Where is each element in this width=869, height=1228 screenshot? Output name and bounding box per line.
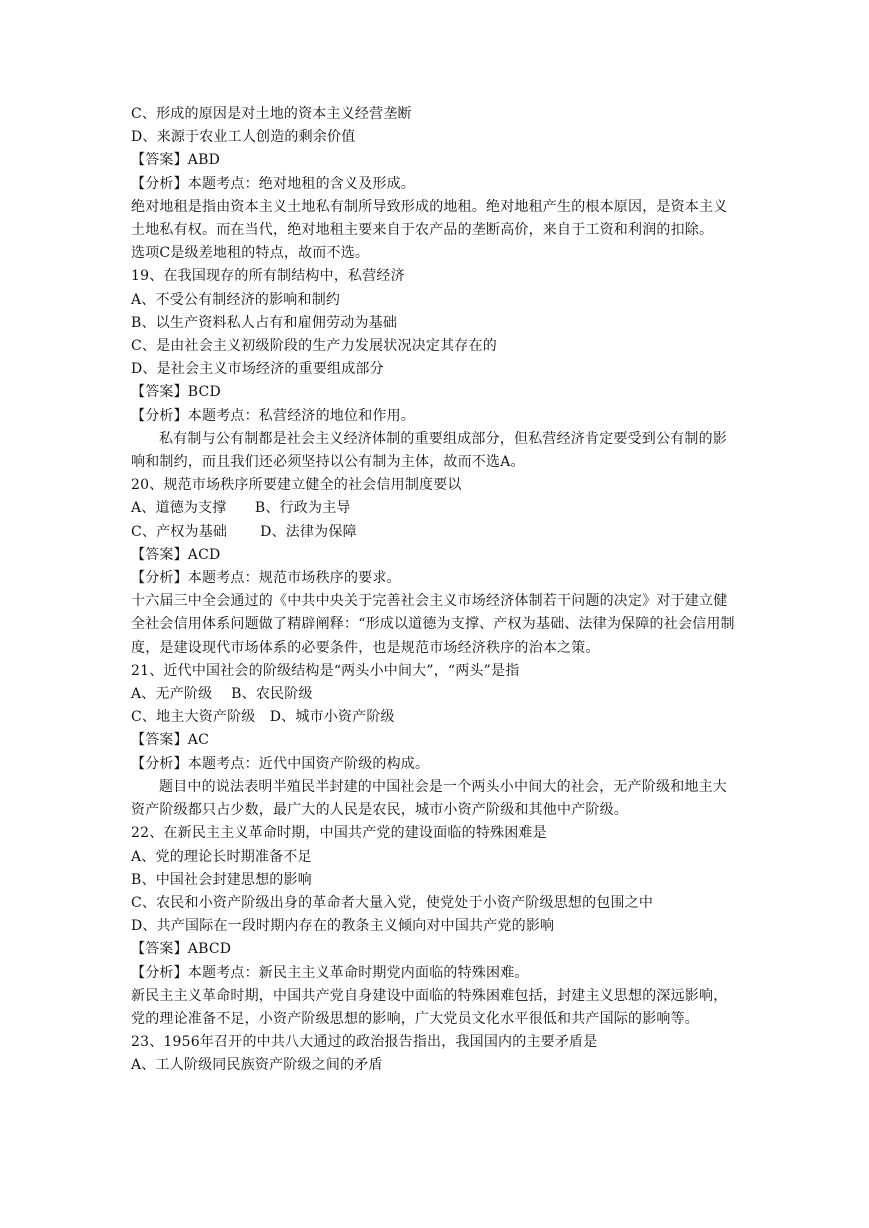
explanation-paragraph: 新民主主义革命时期，中国共产党自身建设中面临的特殊困难包括，封建主义思想的深远影响，党的理论准备不足，小资产阶级思想的影响，广大党员文化水平很低和共产国际的影响等。 (131, 987, 728, 1027)
analysis-line: 【分析】本题考点：私营经济的地位和作用。 (131, 407, 415, 424)
option-line: A、党的理论长时期准备不足 (131, 848, 312, 865)
analysis-line: 【分析】本题考点：绝对地租的含义及形成。 (131, 175, 415, 192)
option-line: D、来源于农业工人创造的剩余价值 (131, 129, 356, 146)
question-line: 22、在新民主主义革命时期，中国共产党的建设面临的特殊困难是 (131, 825, 547, 842)
answer-line: 【答案】BCD (131, 384, 221, 401)
explanation-paragraph: 选项C是级差地租的特点，故而不选。 (131, 245, 370, 262)
option-line: A、工人阶级同民族资产阶级之间的矛盾 (131, 1057, 383, 1074)
analysis-line: 【分析】本题考点：近代中国资产阶级的构成。 (131, 755, 430, 772)
analysis-line: 【分析】本题考点：规范市场秩序的要求。 (131, 570, 401, 587)
document-body (131, 103, 741, 1078)
answer-line: 【答案】ACD (131, 546, 221, 563)
question-line: 19、在我国现存的所有制结构中，私营经济 (131, 268, 405, 285)
option-line: C、地主大资产阶级 D、城市小资产阶级 (131, 709, 395, 726)
question-line: 21、近代中国社会的阶级结构是“两头小中间大”，“两头”是指 (131, 662, 520, 679)
explanation-paragraph: 题目中的说法表明半殖民半封建的中国社会是一个两头小中间大的社会，无产阶级和地主大资产阶级都只占少数，最广大的人民是农民，城市小资产阶级和其他中产阶级。 (131, 778, 727, 819)
option-line: C、农民和小资产阶级出身的革命者大量入党，使党处于小资产阶级思想的包围之中 (131, 894, 654, 911)
question-line: 23、1956年召开的中共八大通过的政治报告指出，我国国内的主要矛盾是 (131, 1034, 598, 1051)
option-line: A、道德为支撑 B、行政为主导 (131, 500, 351, 517)
explanation-paragraph: 十六届三中全会通过的《中共中央关于完善社会主义市场经济体制若干问题的决定》对于建立健全社会信用体系问题做了精辟阐释：“形成以道德为支撑、产权为基础、法律为保障的社会信用制度，是建设现代市场体系的必要条件，也是规范市场经济秩序的治本之策。 (131, 593, 735, 656)
option-line: B、中国社会封建思想的影响 (131, 871, 312, 888)
option-line: D、是社会主义市场经济的重要组成部分 (131, 361, 384, 378)
explanation-paragraph: 私有制与公有制都是社会主义经济体制的重要组成部分，但私营经济肯定要受到公有制的影响和制约，而且我们还必须坚持以公有制为主体，故而不选A。 (131, 430, 727, 471)
option-line: C、产权为基础 D、法律为保障 (131, 523, 357, 540)
option-line: A、无产阶级 B、农民阶级 (131, 686, 313, 703)
question-line: 20、规范市场秩序所要建立健全的社会信用制度要以 (131, 477, 462, 494)
analysis-line: 【分析】本题考点：新民主主义革命时期党内面临的特殊困难。 (131, 964, 529, 981)
answer-line: 【答案】ABD (131, 152, 221, 169)
option-line: A、不受公有制经济的影响和制约 (131, 291, 341, 308)
option-line: B、以生产资料私人占有和雇佣劳动为基础 (131, 314, 398, 331)
explanation-paragraph: 绝对地租是指由资本主义土地私有制所导致形成的地租。绝对地租产生的根本原因，是资本主义土地私有权。而在当代，绝对地租主要来自于农产品的垄断高价，来自于工资和利润的扣除。 (131, 198, 728, 239)
answer-line: 【答案】AC (131, 732, 210, 749)
option-line: C、形成的原因是对土地的资本主义经营垄断 (131, 106, 412, 122)
answer-line: 【答案】ABCD (131, 941, 232, 958)
option-line: D、共产国际在一段时期内存在的教条主义倾向对中国共产党的影响 (131, 918, 555, 935)
option-line: C、是由社会主义初级阶段的生产力发展状况决定其存在的 (131, 338, 497, 355)
